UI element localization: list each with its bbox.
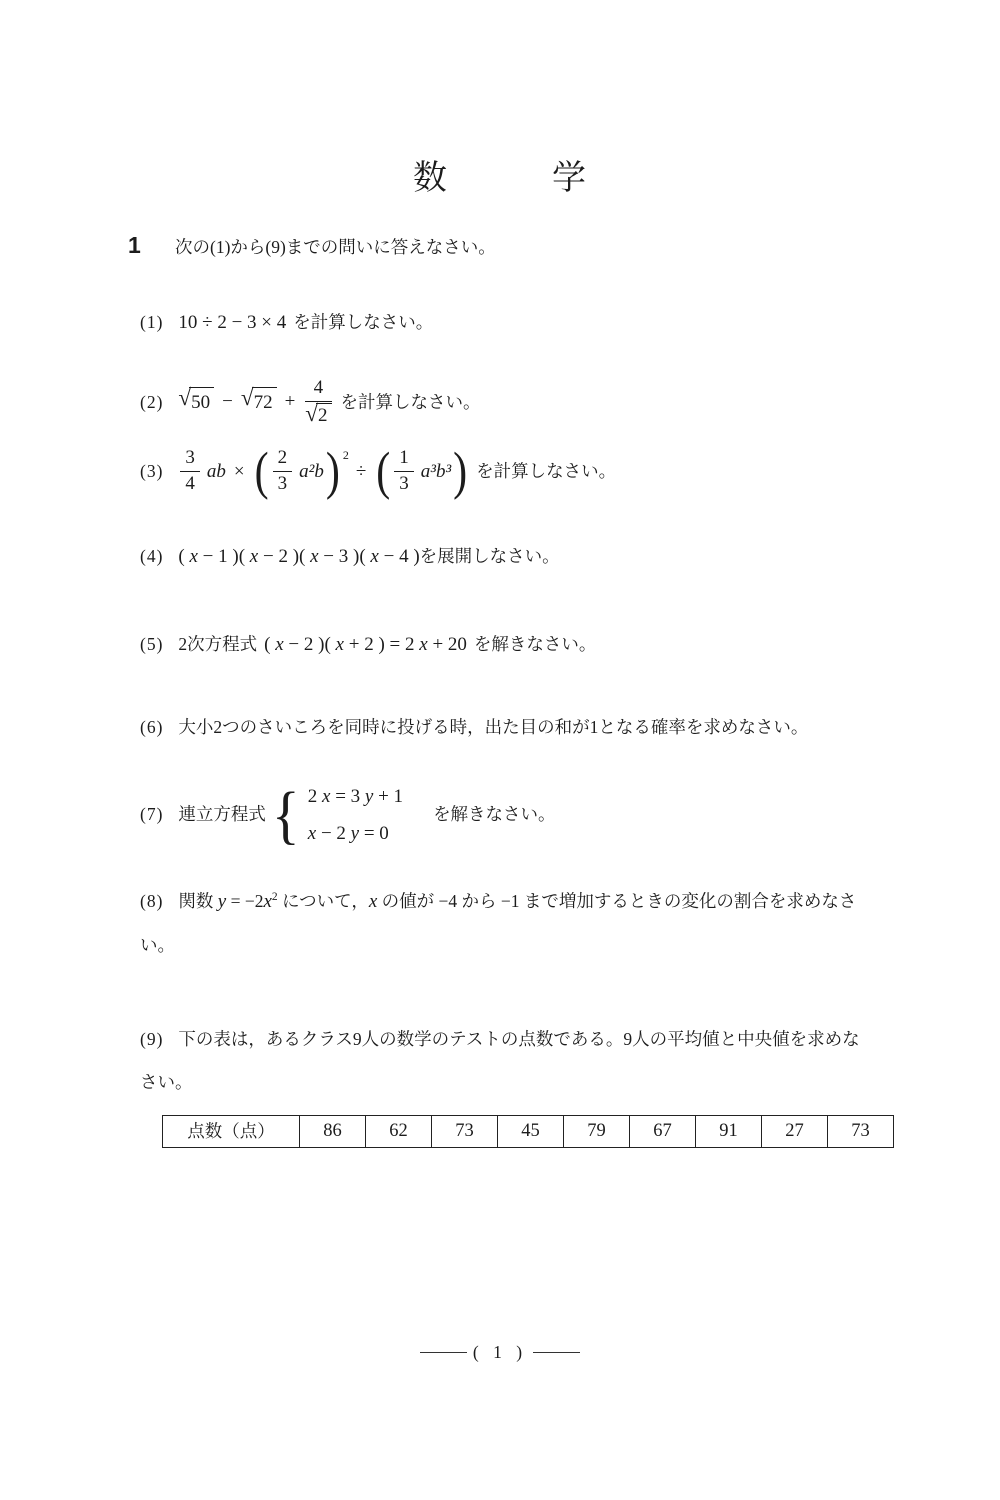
- variable-x: x: [249, 546, 259, 568]
- text-segment: について，: [277, 890, 369, 911]
- equation-text: + 20: [427, 633, 467, 655]
- paren-text: (: [264, 633, 276, 655]
- coefficient: 2: [307, 785, 322, 807]
- left-paren: (: [254, 443, 269, 501]
- numerator: 1: [394, 447, 414, 472]
- numerator: 4: [305, 377, 331, 402]
- problem-8-line2: い。: [140, 935, 175, 956]
- right-paren: ): [325, 443, 340, 501]
- problem-4-suffix: を展開しなさい。: [419, 546, 560, 567]
- problem-9-label: (9): [140, 1028, 164, 1049]
- problem-4-label: (4): [140, 546, 164, 567]
- variable-x: x: [263, 890, 272, 912]
- variable-y: y: [350, 823, 360, 845]
- variable-x: x: [189, 546, 198, 568]
- fraction: [305, 377, 331, 428]
- numerator: 2: [273, 447, 293, 472]
- paren-text: − 1 )(: [197, 546, 250, 568]
- variable-x: x: [322, 785, 331, 807]
- equation-1: [308, 783, 403, 811]
- section-number: 1: [128, 232, 141, 258]
- problem-9-line1: 下の表は，あるクラス9人の数学のテストの点数である。9人の平均値と中央値を求めな: [178, 1028, 860, 1049]
- variable-x: x: [419, 633, 428, 655]
- page-title: [0, 0, 1000, 199]
- page-title-left: 数: [413, 160, 448, 197]
- radicand: 50: [189, 387, 214, 417]
- radicand: 2: [316, 403, 332, 428]
- paren-text: − 3 )(: [318, 546, 371, 568]
- problem-2-suffix: を計算しなさい。: [340, 391, 481, 412]
- problem-8-label: (8): [140, 890, 164, 911]
- variable-a3b3: a³b³: [420, 461, 452, 482]
- paren-text: − 2 )(: [283, 633, 336, 655]
- score-table-header: 点数（点）: [163, 1116, 300, 1148]
- problem-5-expression: [264, 634, 467, 655]
- variable-x: x: [370, 546, 379, 568]
- score-cell: 86: [300, 1116, 366, 1148]
- page-footer: [0, 1342, 1000, 1363]
- problem-6-label: (6): [140, 717, 164, 738]
- problem-1-expression: 10 ÷ 2 − 3 × 4: [178, 312, 287, 334]
- problem-7-suffix: を解きなさい。: [433, 804, 556, 825]
- score-cell: 45: [498, 1116, 564, 1148]
- denominator: [305, 402, 331, 428]
- problem-7-label: (7): [140, 804, 164, 825]
- times-operator: ×: [233, 461, 245, 482]
- variable-y: y: [364, 785, 374, 807]
- problem-3-row: [140, 443, 617, 501]
- problem-9: [140, 1027, 900, 1149]
- page-title-right: 学: [552, 160, 587, 197]
- system-brace: {: [271, 778, 300, 851]
- problem-1: [140, 309, 900, 337]
- radical-icon: √: [178, 385, 192, 412]
- problem-1-suffix: を計算しなさい。: [293, 312, 434, 333]
- problem-5-prefix: 2次方程式: [178, 633, 258, 654]
- problem-5: [140, 631, 900, 659]
- right-paren: ): [453, 443, 468, 501]
- score-table: [162, 1115, 894, 1148]
- numerator: 3: [180, 447, 200, 472]
- equation-text: + 1: [373, 785, 404, 807]
- radicand: 72: [252, 387, 277, 417]
- fraction: [180, 447, 200, 496]
- score-cell: 67: [630, 1116, 696, 1148]
- problem-2: [140, 377, 900, 428]
- equation-2: [308, 820, 403, 848]
- denominator: 3: [399, 473, 409, 495]
- problem-6: [140, 715, 900, 740]
- fraction: [273, 447, 293, 496]
- equation-stack: [308, 783, 403, 848]
- plus-operator: +: [284, 391, 296, 413]
- variable-x: x: [310, 546, 319, 568]
- problem-5-suffix: を解きなさい。: [473, 633, 597, 654]
- sqrt-term: [178, 387, 214, 417]
- equation-text: = 0: [359, 823, 389, 845]
- problem-8-text: [178, 891, 856, 911]
- variable-ab: ab: [206, 461, 226, 482]
- sqrt-term: [305, 400, 331, 428]
- denominator: 3: [277, 473, 288, 495]
- variable-x: x: [335, 633, 344, 655]
- problem-3-suffix: を計算しなさい。: [476, 461, 617, 482]
- paren-text: − 4 ): [378, 546, 420, 568]
- score-table-row: [163, 1116, 894, 1148]
- variable-a2b: a²b: [299, 461, 324, 482]
- score-cell: 73: [828, 1116, 894, 1148]
- problem-3: [140, 443, 900, 501]
- left-paren: (: [376, 443, 391, 501]
- fraction: [394, 447, 414, 496]
- section-intro: 次の(1)から(9)までの問いに答えなさい。: [175, 237, 496, 257]
- footer-rule-left: [420, 1352, 467, 1354]
- divide-operator: ÷: [355, 461, 367, 482]
- text-segment: = −2: [226, 890, 264, 911]
- equation-text: − 2: [316, 823, 351, 845]
- paren-text: (: [178, 546, 190, 568]
- problem-3-label: (3): [140, 461, 164, 482]
- problem-6-text: 大小2つのさいころを同時に投げる時，出た目の和が1となる確率を求めなさい。: [178, 717, 809, 738]
- denominator: 4: [185, 473, 195, 495]
- score-cell: 79: [564, 1116, 630, 1148]
- sqrt-term: [241, 387, 277, 417]
- footer-rule-right: [533, 1352, 580, 1354]
- problem-2-row: [140, 377, 481, 428]
- problem-2-label: (2): [140, 391, 164, 412]
- text-segment: の値が −4 から −1 まで増加するときの変化の割合を求めなさ: [377, 890, 857, 911]
- variable-x: x: [307, 823, 317, 845]
- problem-1-label: (1): [140, 312, 164, 333]
- problem-3-expression: [178, 443, 469, 501]
- problem-4-expression: [178, 546, 419, 567]
- radical-icon: √: [240, 385, 254, 412]
- problem-7-row: [140, 778, 556, 851]
- exponent: 2: [342, 448, 349, 463]
- page-number: ( 1 ): [472, 1342, 528, 1362]
- paren-text: − 2 )(: [258, 546, 311, 568]
- variable-x: x: [275, 633, 284, 655]
- score-cell: 27: [762, 1116, 828, 1148]
- text-segment: 関数: [178, 890, 218, 911]
- score-cell: 62: [366, 1116, 432, 1148]
- problem-7: [140, 778, 900, 851]
- minus-operator: −: [222, 391, 233, 413]
- variable-x: x: [368, 890, 378, 912]
- problem-7-prefix: 連立方程式: [178, 804, 266, 825]
- section-1-heading: [128, 229, 900, 262]
- problem-2-expression: [178, 377, 333, 428]
- problem-8: [140, 888, 900, 959]
- equation-text: = 3: [330, 785, 365, 807]
- radical-icon: √: [305, 400, 318, 427]
- problem-9-line2: さい。: [140, 1071, 193, 1092]
- page-content: [0, 229, 1000, 1148]
- exponent: 2: [271, 890, 278, 903]
- problem-5-label: (5): [140, 633, 164, 654]
- score-cell: 91: [696, 1116, 762, 1148]
- problem-4: [140, 543, 900, 571]
- score-cell: 73: [432, 1116, 498, 1148]
- equation-text: + 2 ) = 2: [343, 633, 420, 655]
- variable-y: y: [217, 890, 227, 912]
